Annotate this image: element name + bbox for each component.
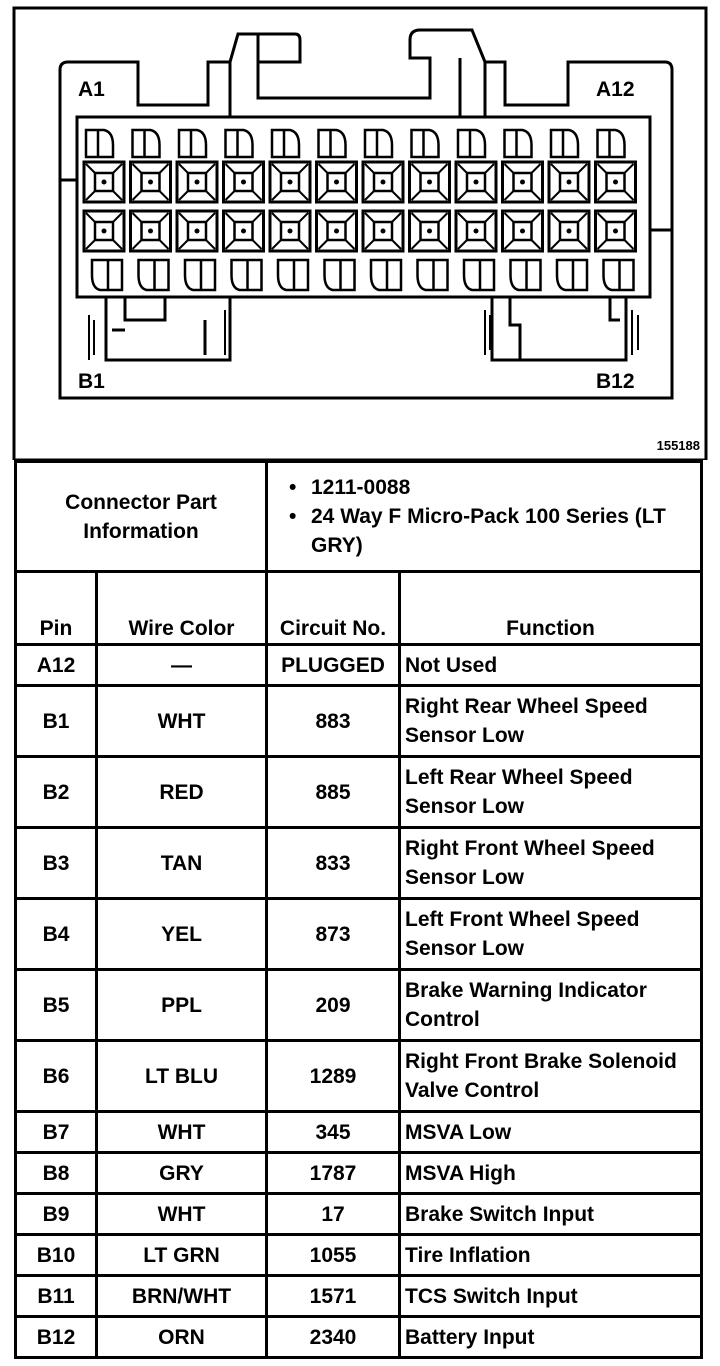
function-cell: Right Front Brake Solenoid Valve Control: [400, 1041, 702, 1112]
circuit-cell: 873: [267, 899, 400, 970]
connector-pinout-table: [14, 460, 703, 1359]
pin-cell: B6: [16, 1041, 97, 1112]
function-cell: MSVA High: [400, 1153, 702, 1194]
table-row: [16, 1194, 702, 1235]
table-row: [16, 1276, 702, 1317]
table-row: [16, 757, 702, 828]
figure-id: 155188: [656, 438, 700, 453]
header-circuit-no: Circuit No.: [267, 572, 400, 645]
table-row: [16, 1112, 702, 1153]
circuit-cell: 1571: [267, 1276, 400, 1317]
wire-color-cell: BRN/WHT: [97, 1276, 267, 1317]
function-cell: MSVA Low: [400, 1112, 702, 1153]
pin-cell: B2: [16, 757, 97, 828]
pin-cell: A12: [16, 645, 97, 686]
pin-cell: B11: [16, 1276, 97, 1317]
function-cell: Tire Inflation: [400, 1235, 702, 1276]
wire-color-cell: WHT: [97, 1194, 267, 1235]
circuit-cell: 345: [267, 1112, 400, 1153]
pin-cell: B3: [16, 828, 97, 899]
wire-color-cell: —: [97, 645, 267, 686]
pin-cell: B12: [16, 1317, 97, 1358]
circuit-cell: 885: [267, 757, 400, 828]
circuit-cell: 883: [267, 686, 400, 757]
wire-color-cell: WHT: [97, 1112, 267, 1153]
circuit-cell: 833: [267, 828, 400, 899]
pin-cell: B9: [16, 1194, 97, 1235]
circuit-cell: PLUGGED: [267, 645, 400, 686]
header-function: Function: [400, 572, 702, 645]
table-row: [16, 828, 702, 899]
circuit-cell: 1787: [267, 1153, 400, 1194]
pin-label-a1: A1: [78, 78, 105, 101]
table-row: [16, 686, 702, 757]
function-cell: Right Front Wheel Speed Sensor Low: [400, 828, 702, 899]
wire-color-cell: LT BLU: [97, 1041, 267, 1112]
pin-cell: B8: [16, 1153, 97, 1194]
pin-cell: B1: [16, 686, 97, 757]
table-row: [16, 970, 702, 1041]
wire-color-cell: ORN: [97, 1317, 267, 1358]
function-cell: Brake Switch Input: [400, 1194, 702, 1235]
connector-part-info-label: Connector Part Information: [16, 462, 267, 572]
table-row: [16, 645, 702, 686]
circuit-cell: 209: [267, 970, 400, 1041]
header-pin: Pin: [16, 572, 97, 645]
connector-description: • 24 Way F Micro-Pack 100 Series (LT GRY): [311, 502, 697, 560]
wire-color-cell: LT GRN: [97, 1235, 267, 1276]
function-cell: Not Used: [400, 645, 702, 686]
function-cell: Battery Input: [400, 1317, 702, 1358]
pin-cell: B7: [16, 1112, 97, 1153]
wire-color-cell: WHT: [97, 686, 267, 757]
function-cell: Left Front Wheel Speed Sensor Low: [400, 899, 702, 970]
circuit-cell: 17: [267, 1194, 400, 1235]
pin-cell: B10: [16, 1235, 97, 1276]
function-cell: TCS Switch Input: [400, 1276, 702, 1317]
function-cell: Right Rear Wheel Speed Sensor Low: [400, 686, 702, 757]
table-row: [16, 1041, 702, 1112]
pin-label-b12: B12: [596, 370, 635, 393]
table-row: [16, 1153, 702, 1194]
wire-color-cell: PPL: [97, 970, 267, 1041]
table-row: [16, 1235, 702, 1276]
wire-color-cell: YEL: [97, 899, 267, 970]
connector-diagram: [0, 0, 720, 460]
pin-label-b1: B1: [78, 370, 105, 393]
pin-cell: B4: [16, 899, 97, 970]
circuit-cell: 1055: [267, 1235, 400, 1276]
wire-color-cell: TAN: [97, 828, 267, 899]
part-number: • 1211-0088: [311, 473, 697, 502]
table-row: [16, 899, 702, 970]
circuit-cell: 1289: [267, 1041, 400, 1112]
pin-cell: B5: [16, 970, 97, 1041]
table-row: [16, 1317, 702, 1358]
header-wire-color: Wire Color: [97, 572, 267, 645]
wire-color-cell: GRY: [97, 1153, 267, 1194]
function-cell: Brake Warning Indicator Control: [400, 970, 702, 1041]
circuit-cell: 2340: [267, 1317, 400, 1358]
wire-color-cell: RED: [97, 757, 267, 828]
connector-part-info-values: [267, 462, 702, 572]
pin-label-a12: A12: [596, 78, 635, 101]
function-cell: Left Rear Wheel Speed Sensor Low: [400, 757, 702, 828]
